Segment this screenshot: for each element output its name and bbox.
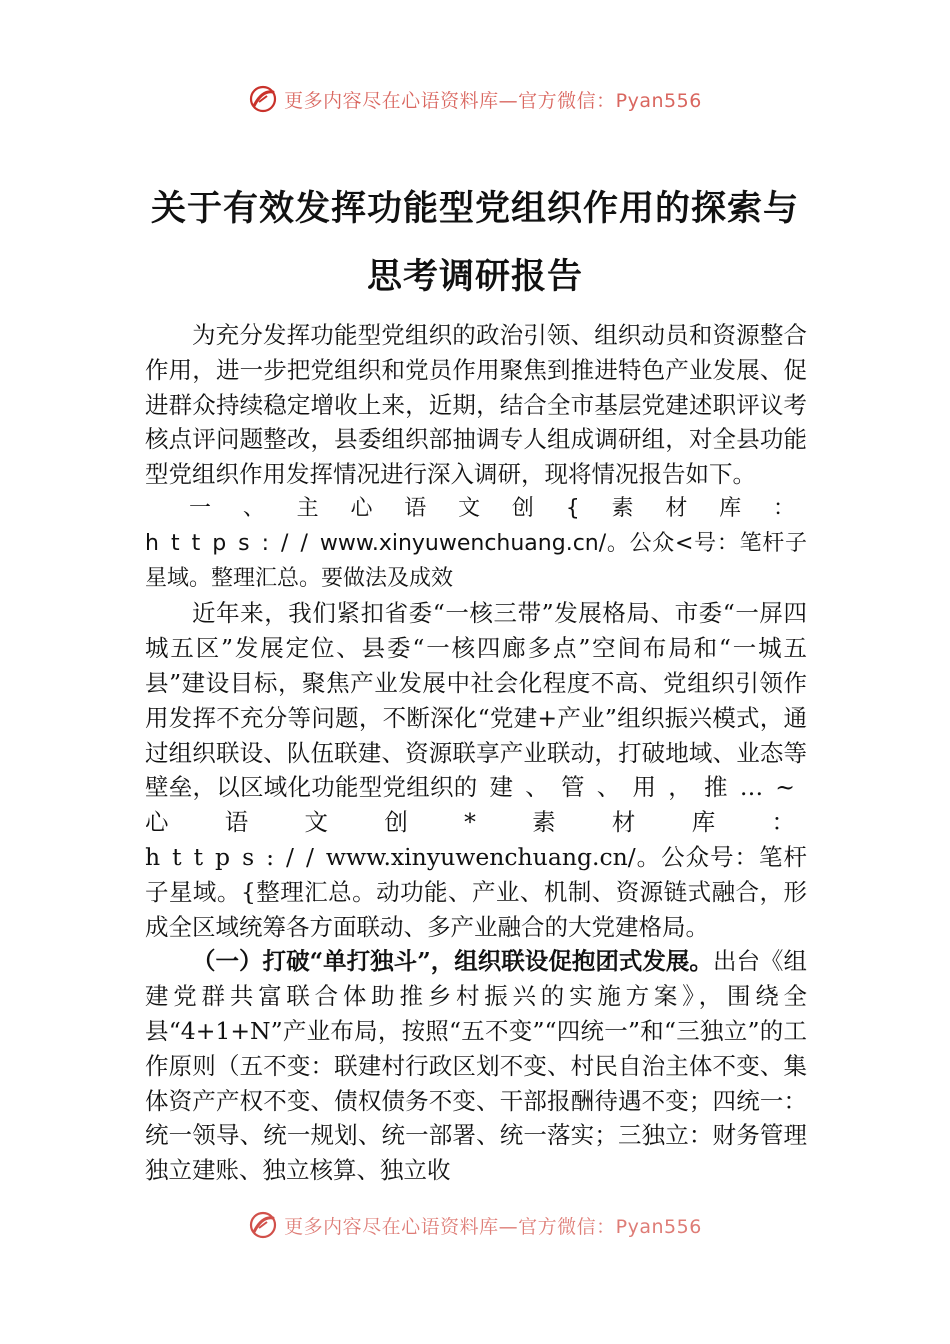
section-1-heading	[145, 492, 807, 596]
paragraph-2-main: 近年来，我们紧扣省委“一核三带”发展格局、市委“一屏四城五区”发展定位、县委“一核四廊多点”空间布局和“一城五县”建设目标，聚焦产业发展中社会化程度不高、党组织引领作用发挥不充分等问题，不断深化“党建+产业”组织振兴模式，通过组织联设、队伍联建、资源联享产业联动，打破地域、业态等壁垒，以区域化功能型党组织	[145, 599, 807, 802]
document-title-line-1: 关于有效发挥功能型党组织作用的探索与	[150, 188, 799, 229]
paragraph-3-lead: （一）打破“单打独斗”，组织联设促抱团式发展。	[192, 947, 713, 976]
section-1-heading-rest: www.xinyuwenchuang.cn/。公众<号：笔杆子星域。整理汇总。要做法及成效	[145, 530, 807, 591]
watermark-text: 更多内容尽在心语资料库—官方微信：Pyan556	[284, 1215, 702, 1238]
watermark-text: 更多内容尽在心语资料库—官方微信：Pyan556	[284, 89, 702, 112]
intro-paragraph: 为充分发挥功能型党组织的政治引领、组织动员和资源整合作用，进一步把党组织和党员作用聚焦到推进特色产业发展、促进群众持续稳定增收上来，近期，结合全市基层党建述职评议考核点评问题整改，县委组织部抽调专人组成调研组，对全县功能型党组织作用发挥情况进行深入调研，现将情况报告如下。	[145, 321, 807, 489]
paragraph-2-spaced: 的建、管、用，推…~心语文创*素材库：https://	[145, 773, 807, 871]
brush-circle-logo-icon	[248, 1210, 278, 1240]
paragraph-2	[145, 596, 807, 944]
paragraph-3	[145, 944, 807, 1188]
section-1-heading-spaced: 一、主心语文创{素材库：https://	[145, 495, 807, 556]
document-body	[145, 318, 807, 1188]
paragraph-2-rest: www.xinyuwenchuang.cn/。公众号：笔杆子星域。{整理汇总。动功能、产业、机制、资源链式融合，形成全区域统筹各方面联动、多产业融合的大党建格局。	[145, 842, 807, 941]
brush-circle-logo-icon	[248, 84, 278, 114]
header-watermark	[0, 84, 950, 114]
footer-watermark	[0, 1210, 950, 1240]
document-title-line-2: 思考调研报告	[366, 256, 583, 297]
paragraph-3-body: 出台《组建党群共富联合体助推乡村振兴的实施方案》，围绕全县“4+1+N”产业布局，按照“五不变”“四统一”和“三独立”的工作原则（五不变：联建村行政区划不变、村民自治主体不变、集体资产产权不变、债权债务不变、干部报酬待遇不变；四统一：统一领导、统一规划、统一部署、统一落实；三独立：财务管理独立建账、独立核算、独立收	[145, 947, 807, 1185]
